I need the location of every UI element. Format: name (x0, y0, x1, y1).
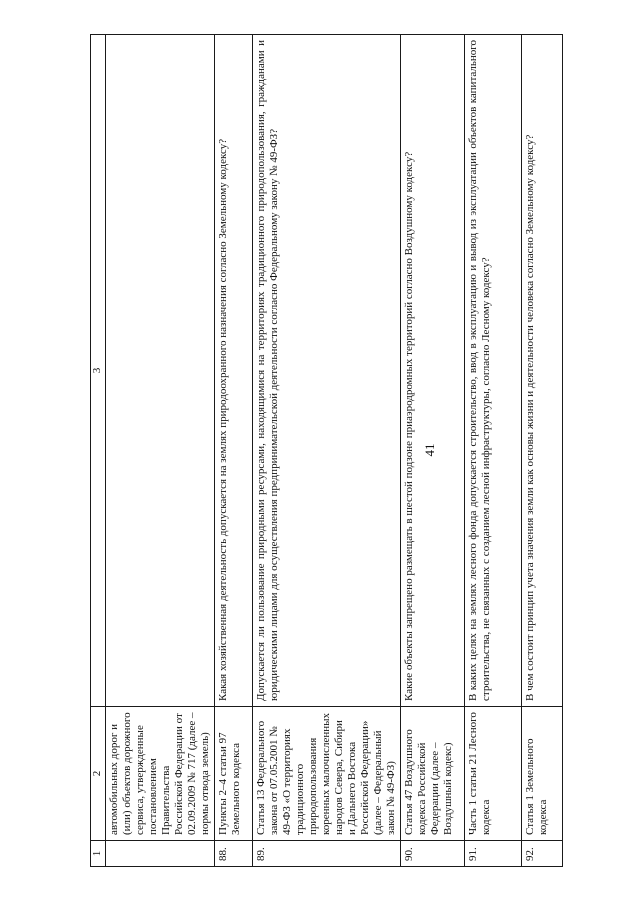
law-reference-cell: Пункты 2–4 статьи 97 Земельного кодекса (215, 707, 253, 841)
law-reference-cell: Часть 1 статьи 21 Лесного кодекса (465, 707, 522, 841)
law-reference-cell: Статья 1 Земельного кодекса (522, 707, 563, 841)
table-row (465, 35, 522, 867)
rotated-table-wrapper (90, 35, 552, 867)
row-number-cell: 89. (253, 841, 401, 867)
page-number: 41 (422, 443, 437, 457)
table-row (522, 35, 563, 867)
question-cell: Допускается ли пользование природными ресурсами, находящимися на территориях традиционного природопользования, гражданами и юридическими лицами для осуществления предпринимательской деятельности согласно Федеральному закону № 49-ФЗ? (253, 35, 401, 707)
row-number-cell: 91. (465, 841, 522, 867)
table-row (215, 35, 253, 867)
table-row-continuation (106, 35, 215, 867)
question-cell: В чем состоит принцип учета значения земли как основы жизни и деятельности человека согласно Земельному кодексу? (522, 35, 563, 707)
law-reference-cell: автомобильных дорог и (или) объектов дорожного сервиса, утвержденные постановлением Правительства Российской Федерации от 02.09.2009 № 717 (далее – нормы отвода земель) (106, 707, 215, 841)
table-row (253, 35, 401, 867)
header-col-1: 1 (91, 841, 106, 867)
header-col-2: 2 (91, 707, 106, 841)
question-cell: В каких целях на землях лесного фонда допускается строительство, ввод в эксплуатацию и вывод из эксплуатации объектов капитального строительства, не связанных с созданием лесной инфраструктуры, согласно Лесному кодексу? (465, 35, 522, 707)
questions-table (90, 34, 563, 867)
row-number-cell: 92. (522, 841, 563, 867)
table-row (401, 35, 465, 867)
table-header-row (91, 35, 106, 867)
question-cell: Какие объекты запрещено размещать в шестой подзоне приаэродромных территорий согласно Воздушному кодексу? (401, 35, 465, 707)
question-cell: Какая хозяйственная деятельность допускается на землях природоохранного назначения согласно Земельному кодексу? (215, 35, 253, 707)
row-number-cell: 88. (215, 841, 253, 867)
question-cell (106, 35, 215, 707)
law-reference-cell: Статья 47 Воздушного кодекса Российской Федерации (далее – Воздушный кодекс) (401, 707, 465, 841)
row-number-cell: 90. (401, 841, 465, 867)
row-number-cell (106, 841, 215, 867)
law-reference-cell: Статья 13 Федерального закона от 07.05.2001 № 49-ФЗ «О территориях традиционного природопользования коренных малочисленных народов Севера, Сибири и Дальнего Востока Российской Федерации» (далее – Федеральный закон № 49-ФЗ) (253, 707, 401, 841)
header-col-3: 3 (91, 35, 106, 707)
